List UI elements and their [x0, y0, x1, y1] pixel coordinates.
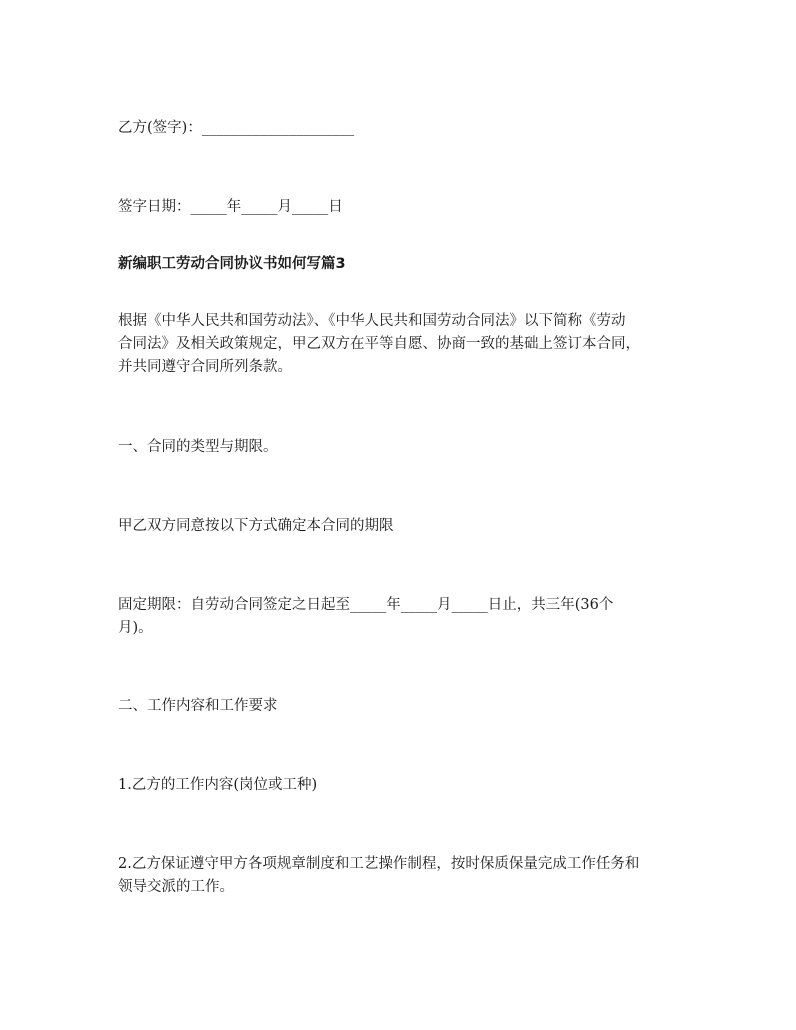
section-title: 新编职工劳动合同协议书如何写篇3 [118, 256, 346, 272]
intro-paragraph [118, 310, 688, 379]
party-b-signature-line: 乙方(签字)：_____________________ [118, 120, 355, 136]
item-2-line: 领导交派的工作。 [118, 879, 234, 895]
intro-line: 并共同遵守合同所列条款。 [118, 359, 292, 375]
signature-date-line: 签字日期：_____年_____月_____日 [118, 199, 343, 215]
fixed-term-paragraph [118, 594, 688, 640]
clause-1-text: 甲乙双方同意按以下方式确定本合同的期限 [118, 518, 394, 534]
clause-1-title: 一、合同的类型与期限。 [118, 439, 278, 455]
clause-2-item-1: 1.乙方的工作内容(岗位或工种) [118, 777, 318, 793]
intro-line: 根据《中华人民共和国劳动法》、《中华人民共和国劳动合同法》以下简称《劳动 [118, 313, 626, 329]
fixed-term-line: 月)。 [118, 620, 153, 636]
clause-2-title: 二、工作内容和工作要求 [118, 698, 278, 714]
clause-2-item-2 [118, 853, 688, 899]
item-2-line: 2.乙方保证遵守甲方各项规章制度和工艺操作制程，按时保质保量完成工作任务和 [118, 856, 640, 872]
fixed-term-line: 固定期限：自劳动合同签定之日起至_____年_____月_____日止，共三年(36个 [118, 597, 614, 613]
intro-line: 合同法》及相关政策规定，甲乙双方在平等自愿、协商一致的基础上签订本合同， [118, 336, 640, 352]
